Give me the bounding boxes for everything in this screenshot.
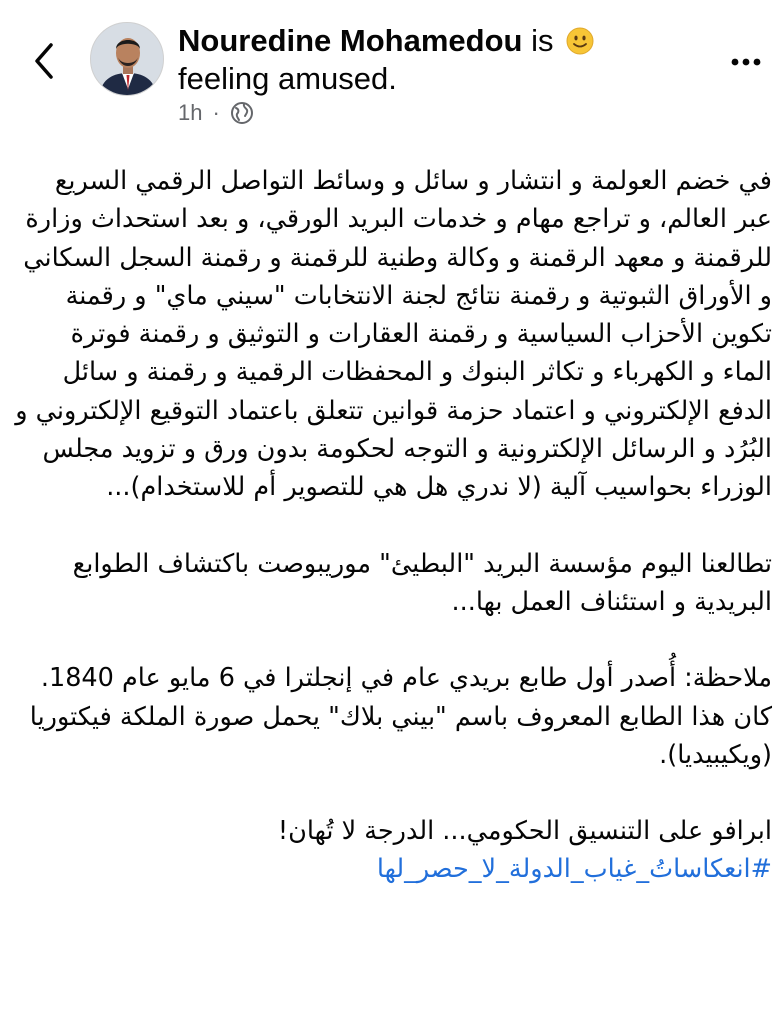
post-paragraph-4: [14, 812, 772, 889]
closing-line: ابرافو على التنسيق الحكومي... الدرجة لا تُهان!: [277, 816, 772, 847]
author-line: [178, 22, 698, 98]
more-options-icon: [731, 58, 761, 66]
more-options-button[interactable]: [724, 42, 768, 82]
avatar-image: [91, 23, 164, 96]
author-avatar[interactable]: [90, 22, 164, 96]
hashtag-link[interactable]: #انعكاساتُ_غياب_الدولة_لا_حصر_لها: [376, 854, 772, 885]
feeling-text[interactable]: feeling amused.: [178, 61, 397, 96]
author-name[interactable]: Nouredine Mohamedou: [178, 23, 523, 58]
post-paragraph-3: ملاحظة: أُصدر أول طابع بريدي عام في إنجلترا في 6 مايو عام 1840. كان هذا الطابع المعروف باسم "بيني بلاك" يحمل صورة الملكة فيكتوريا (ويكيبيديا).: [29, 663, 772, 770]
slightly-smiling-face-icon: [566, 27, 594, 55]
post-meta: [178, 100, 254, 126]
feeling-prefix: is: [531, 23, 554, 58]
post-timestamp[interactable]: 1h: [178, 100, 203, 125]
post-paragraph-2: تطالعنا اليوم مؤسسة البريد "البطيئ" موريبوصت باكتشاف الطوابع البريدية و استئناف العمل بها...: [72, 548, 772, 617]
globe-icon[interactable]: [230, 101, 254, 125]
back-button[interactable]: [22, 36, 66, 86]
meta-separator: ·: [212, 100, 220, 125]
post-paragraph-1: في خضم العولمة و انتشار و سائل و وسائط التواصل الرقمي السريع عبر العالم، و تراجع مهام و خدمات البريد الورقي، و بعد استحداث وزارة للرقمنة و معهد الرقمنة و وكالة وطنية للرقمنة و رقمنة السجل السكاني و الأوراق الثبوتية و رقمنة نتائج لجنة الانتخابات "سيني ماي" و رقمنة تكوين الأحزاب السياسية و رقمنة العقارات و التوثيق و رقمنة فوترة الماء و الكهرباء و تكاثر البنوك و المحفظات الرقمية و رقمنة و سائل الدفع الإلكتروني و اعتماد حزمة قوانين تتعلق باعتماد التوقيع الإلكتروني و البُرُد و الرسائل الإلكترونية و التوجه لحكومة بدون ورق و تزويد مجلس الوزراء بحواسيب آلية (لا ندري هل هي للتصوير أم للاستخدام)...: [15, 166, 772, 503]
post-header: [0, 0, 784, 150]
back-chevron-icon: [33, 42, 55, 80]
post-body: [14, 162, 772, 889]
